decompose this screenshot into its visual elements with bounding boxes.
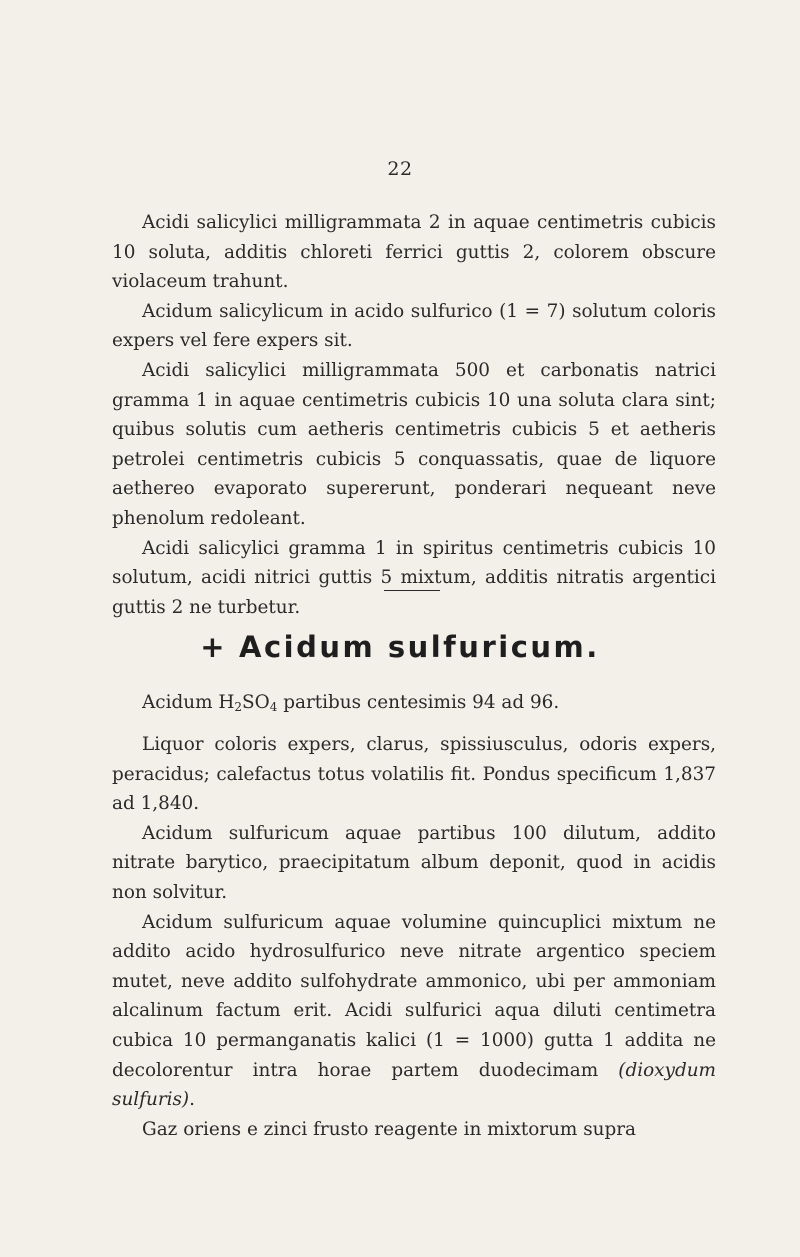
section-heading [0,630,800,664]
italic-term: (dioxydum sulfuris) [112,1059,716,1111]
paragraph: Acidi salicylici gramma 1 in spiritus centimetris cubicis 10 solutum, acidi nitrici guttis 5 mixtum, additis nitratis argentici guttis 2 ne turbetur. [112,537,716,618]
paragraph-text: Acidum sulfuricum aquae volumine quincuplici mixtum ne addito acido hydrosulfurico neve nitrate argentico speciem mutet, neve addito sulfohydrate ammonico, ubi per ammoniam alcalinum factum erit. Acidi sulfurici aqua diluti centimetra cubica 10 permanganatis kalici (1 = 1000) gutta 1 addita ne decolorentur intra horae partem duodecimam [112,911,716,1081]
paragraph: Acidi salicylici milligrammata 500 et carbonatis natrici gramma 1 in aquae centimetris cubicis 10 una soluta clara sint; quibus solutis cum aetheris centimetris cubicis 5 et aetheris petrolei centimetris cubicis 5 conquassatis, quae de liquore aethereo evaporato supererunt, ponderari nequeant neve phenolum redoleant. [112,359,716,529]
paragraph: Acidi salicylici milligrammata 2 in aquae centimetris cubicis 10 soluta, additis chloreti ferrici guttis 2, colorem obscure violaceum trahunt. [112,212,716,293]
section-divider [384,590,440,591]
paragraph: Acidum sulfuricum aquae partibus 100 dilutum, addito nitrate barytico, praecipitatum album deponit, quod in acidis non solvitur. [112,822,716,903]
paragraph: Liquor coloris expers, clarus, spissiusculus, odoris expers, peracidus; calefactus totus volatilis fit. Pondus specificum 1,837 ad 1,840. [112,734,716,815]
top-text-block [112,208,716,622]
bottom-text-block [112,730,716,1144]
paragraph: Acidum salicylicum in acido sulfurico (1 = 7) solutum coloris expers vel fere expers sit. [112,300,716,352]
formula-subscript: 4 [269,700,278,714]
formula-prefix: Acidum H [142,692,235,713]
paragraph: Gaz oriens e zinci frusto reagente in mixtorum supra [142,1118,637,1140]
paragraph [112,908,716,1115]
formula-subscript: 2 [234,700,243,714]
formula-line [112,688,716,723]
page-number: 22 [387,158,413,180]
section-title: Acidum sulfuricum. [239,630,600,664]
formula-suffix: partibus centesimis 94 ad 96. [277,692,560,713]
formula-mid: SO [242,692,270,713]
cross-icon: + [200,630,228,664]
paragraph-end: . [189,1089,195,1111]
